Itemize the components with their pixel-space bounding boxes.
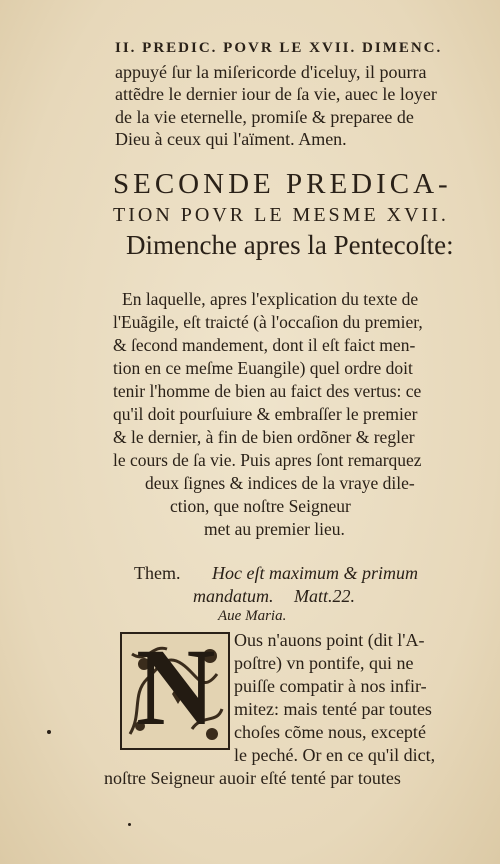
- sermon-line: poſtre) vn pontife, qui ne: [234, 653, 414, 673]
- sermon-line: choſes cõme nous, excepté: [234, 722, 426, 742]
- ave-maria: Aue Maria.: [218, 608, 287, 624]
- theme-latin-1: Hoc eſt maximum & primum: [212, 563, 418, 583]
- sermon-line: mitez: mais tenté par toutes: [234, 699, 432, 719]
- sermon-title-line-1: SECONDE PREDICA-: [113, 168, 452, 200]
- decorated-initial: [120, 626, 230, 750]
- continued-line: attẽdre le dernier iour de ſa vie, auec le loyer: [115, 84, 437, 104]
- sermon-title-line-2: TION POVR LE MESME XVII.: [113, 204, 449, 226]
- theme-label: Them.: [134, 563, 181, 583]
- summary-line: l'Euãgile, eſt traicté (à l'occaſion du premier,: [113, 312, 423, 332]
- summary-line: & ſecond mandement, dont il eſt faict men-: [113, 335, 416, 355]
- sermon-line: noſtre Seigneur auoir eſté tenté par toutes: [104, 768, 401, 788]
- summary-line: En laquelle, apres l'explication du texte de: [122, 289, 419, 309]
- paper-speck: [47, 730, 51, 734]
- sermon-line: Ous n'auons point (dit l'A-: [234, 630, 425, 650]
- drop-cap-letter: N: [136, 626, 216, 748]
- continued-line: appuyé ſur la miſericorde d'iceluy, il pourra: [115, 62, 427, 82]
- summary-line: ction, que noſtre Seigneur: [170, 496, 351, 516]
- sermon-line: le peché. Or en ce qu'il dict,: [234, 745, 436, 765]
- sermon-title-line-3: Dimenche apres la Pentecoſte:: [126, 230, 454, 260]
- continued-line: Dieu à ceux qui l'aïment. Amen.: [115, 129, 347, 149]
- summary-line: tenir l'homme de bien au faict des vertus: ce: [113, 381, 422, 401]
- summary-line: met au premier lieu.: [204, 519, 345, 539]
- theme-latin-2: mandatum.: [193, 586, 274, 606]
- theme-reference: Matt.22.: [294, 586, 355, 606]
- sermon-line: puiſſe compatir à nos infir-: [234, 676, 427, 696]
- paper-speck: [128, 823, 131, 826]
- summary-line: le cours de ſa vie. Puis apres ſont remarquez: [113, 450, 422, 470]
- continued-line: de la vie eternelle, promiſe & preparee de: [115, 107, 414, 127]
- running-head: II. PREDIC. POVR LE XVII. DIMENC.: [115, 40, 443, 56]
- summary-line: & le dernier, à fin de bien ordõner & regler: [113, 427, 415, 447]
- summary-line: tion en ce meſme Euangile) quel ordre doit: [113, 358, 413, 378]
- summary-line: deux ſignes & indices de la vraye dile-: [145, 473, 415, 493]
- summary-line: qu'il doit pourſuiure & embraſſer le premier: [113, 404, 418, 424]
